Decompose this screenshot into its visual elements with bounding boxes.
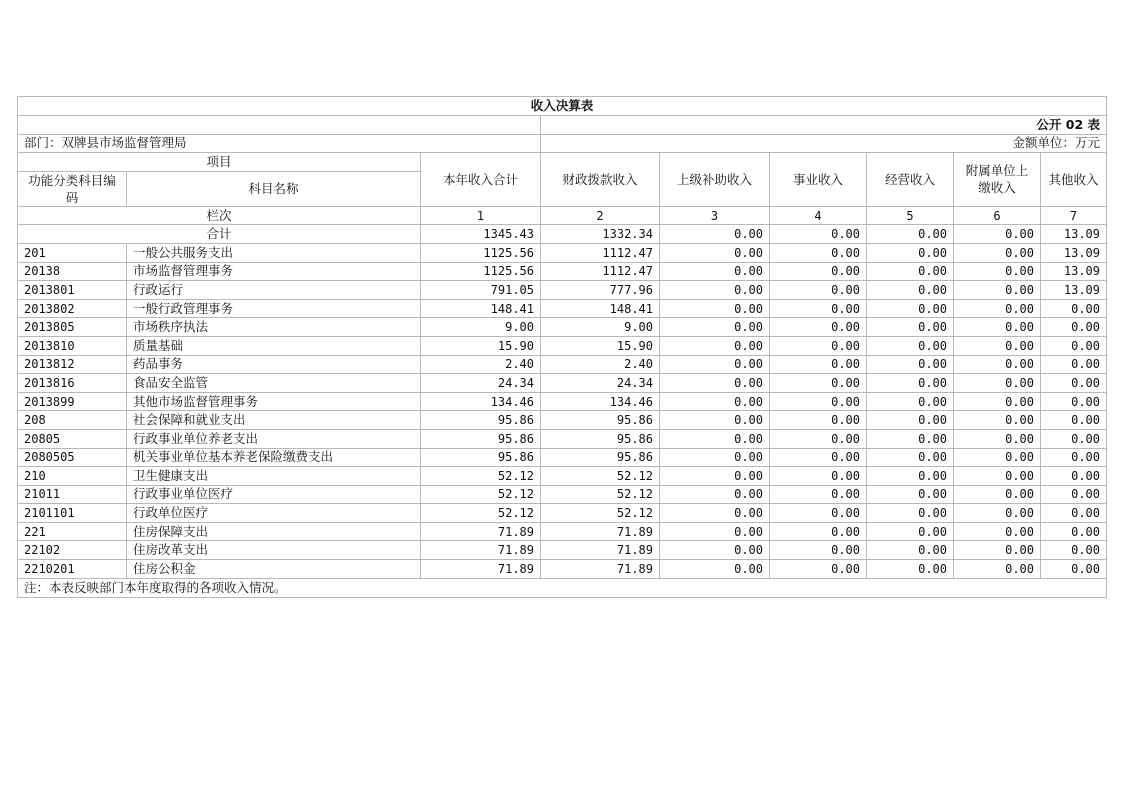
table-row [18, 355, 1107, 374]
row-value-cell: 0.00 [1041, 522, 1107, 541]
table-row [18, 522, 1107, 541]
row-value-cell: 0.00 [770, 448, 867, 467]
row-value-cell: 0.00 [954, 411, 1041, 430]
total-value-cell: 0.00 [660, 225, 770, 244]
row-value-cell: 2.40 [421, 355, 541, 374]
row-value-cell: 0.00 [954, 504, 1041, 523]
row-value-cell: 0.00 [660, 560, 770, 579]
row-value-cell: 95.86 [421, 448, 541, 467]
row-value-cell: 0.00 [660, 374, 770, 393]
table-row [18, 281, 1107, 300]
row-value-cell: 24.34 [541, 374, 660, 393]
row-code: 22102 [18, 541, 127, 560]
row-value-cell: 0.00 [770, 522, 867, 541]
row-value-cell: 0.00 [867, 374, 954, 393]
table-note: 注：本表反映部门本年度取得的各项收入情况。 [18, 578, 1107, 597]
row-code: 208 [18, 411, 127, 430]
row-value-cell: 71.89 [421, 522, 541, 541]
row-value-cell: 9.00 [541, 318, 660, 337]
row-value-cell: 0.00 [770, 299, 867, 318]
header-affiliate: 附属单位上缴收入 [954, 153, 1041, 207]
row-code: 2013801 [18, 281, 127, 300]
row-value-cell: 0.00 [954, 374, 1041, 393]
table-row [18, 336, 1107, 355]
table-row [18, 541, 1107, 560]
row-value-cell: 0.00 [1041, 355, 1107, 374]
row-value-cell: 0.00 [954, 522, 1041, 541]
row-value-cell: 9.00 [421, 318, 541, 337]
row-value-cell: 0.00 [867, 522, 954, 541]
total-value-cell: 1345.43 [421, 225, 541, 244]
row-code: 210 [18, 467, 127, 486]
row-value-cell: 0.00 [770, 560, 867, 579]
row-value-cell: 0.00 [660, 485, 770, 504]
row-value-cell: 777.96 [541, 281, 660, 300]
row-value-cell: 71.89 [541, 522, 660, 541]
row-value-cell: 1125.56 [421, 243, 541, 262]
row-value-cell: 0.00 [660, 448, 770, 467]
row-value-cell: 0.00 [660, 504, 770, 523]
row-value-cell: 0.00 [660, 262, 770, 281]
table-row [18, 504, 1107, 523]
header-business: 事业收入 [770, 153, 867, 207]
row-value-cell: 71.89 [541, 541, 660, 560]
row-value-cell: 0.00 [954, 243, 1041, 262]
header-code: 功能分类科目编码 [18, 171, 127, 206]
row-value-cell: 0.00 [867, 355, 954, 374]
column-index-cell: 1 [421, 206, 541, 225]
row-value-cell: 0.00 [867, 429, 954, 448]
row-value-cell: 0.00 [660, 522, 770, 541]
row-value-cell: 0.00 [770, 411, 867, 430]
table-row [18, 467, 1107, 486]
row-name: 住房改革支出 [127, 541, 421, 560]
row-value-cell: 52.12 [421, 485, 541, 504]
row-value-cell: 95.86 [541, 429, 660, 448]
row-value-cell: 52.12 [541, 467, 660, 486]
row-name: 住房公积金 [127, 560, 421, 579]
row-value-cell: 0.00 [954, 560, 1041, 579]
total-value-cell: 0.00 [954, 225, 1041, 244]
row-value-cell: 95.86 [541, 411, 660, 430]
table-row [18, 262, 1107, 281]
header-item-group: 项目 [18, 153, 421, 172]
row-value-cell: 0.00 [660, 299, 770, 318]
table-row [18, 299, 1107, 318]
row-value-cell: 0.00 [1041, 448, 1107, 467]
table-row [18, 392, 1107, 411]
row-value-cell: 0.00 [660, 281, 770, 300]
row-value-cell: 95.86 [421, 411, 541, 430]
row-value-cell: 0.00 [770, 243, 867, 262]
table-code: 公开 02 表 [541, 116, 1107, 135]
row-value-cell: 52.12 [421, 467, 541, 486]
column-index-label: 栏次 [18, 206, 421, 225]
row-value-cell: 13.09 [1041, 281, 1107, 300]
row-value-cell: 15.90 [541, 336, 660, 355]
row-value-cell: 0.00 [867, 485, 954, 504]
row-code: 2013899 [18, 392, 127, 411]
row-value-cell: 0.00 [954, 336, 1041, 355]
row-name: 其他市场监督管理事务 [127, 392, 421, 411]
total-row [18, 225, 1107, 244]
department-label: 部门：双牌县市场监督管理局 [18, 134, 541, 153]
row-value-cell: 0.00 [867, 336, 954, 355]
row-value-cell: 0.00 [867, 299, 954, 318]
row-value-cell: 0.00 [660, 243, 770, 262]
row-value-cell: 0.00 [1041, 318, 1107, 337]
header-superior-subsidy: 上级补助收入 [660, 153, 770, 207]
row-value-cell: 0.00 [867, 541, 954, 560]
row-value-cell: 0.00 [867, 318, 954, 337]
table-row [18, 318, 1107, 337]
row-value-cell: 0.00 [1041, 504, 1107, 523]
row-value-cell: 0.00 [1041, 392, 1107, 411]
row-value-cell: 0.00 [867, 504, 954, 523]
row-code: 221 [18, 522, 127, 541]
column-index-row [18, 206, 1107, 225]
row-value-cell: 24.34 [421, 374, 541, 393]
row-value-cell: 0.00 [954, 281, 1041, 300]
column-index-cell: 2 [541, 206, 660, 225]
row-value-cell: 13.09 [1041, 262, 1107, 281]
row-code: 2013812 [18, 355, 127, 374]
header-operating: 经营收入 [867, 153, 954, 207]
row-value-cell: 0.00 [867, 281, 954, 300]
row-code: 21011 [18, 485, 127, 504]
row-name: 行政运行 [127, 281, 421, 300]
row-value-cell: 0.00 [660, 467, 770, 486]
row-value-cell: 0.00 [770, 281, 867, 300]
row-name: 一般行政管理事务 [127, 299, 421, 318]
income-statement-table [17, 96, 1107, 598]
table-row [18, 429, 1107, 448]
income-statement-sheet [17, 96, 1106, 598]
row-code: 2210201 [18, 560, 127, 579]
table-row [18, 411, 1107, 430]
row-name: 市场秩序执法 [127, 318, 421, 337]
row-value-cell: 0.00 [867, 262, 954, 281]
row-value-cell: 0.00 [660, 318, 770, 337]
total-value-cell: 0.00 [867, 225, 954, 244]
row-value-cell: 0.00 [954, 355, 1041, 374]
row-name: 住房保障支出 [127, 522, 421, 541]
column-index-cell: 5 [867, 206, 954, 225]
row-value-cell: 0.00 [660, 411, 770, 430]
table-title: 收入决算表 [18, 97, 1107, 116]
row-value-cell: 0.00 [867, 560, 954, 579]
row-value-cell: 0.00 [770, 355, 867, 374]
row-name: 市场监督管理事务 [127, 262, 421, 281]
row-code: 2013802 [18, 299, 127, 318]
row-value-cell: 52.12 [421, 504, 541, 523]
row-value-cell: 0.00 [954, 318, 1041, 337]
row-code: 2013805 [18, 318, 127, 337]
row-name: 行政事业单位医疗 [127, 485, 421, 504]
column-index-cell: 7 [1041, 206, 1107, 225]
row-value-cell: 95.86 [421, 429, 541, 448]
row-name: 质量基础 [127, 336, 421, 355]
row-value-cell: 0.00 [1041, 485, 1107, 504]
row-value-cell: 0.00 [1041, 541, 1107, 560]
row-value-cell: 0.00 [867, 467, 954, 486]
row-value-cell: 0.00 [660, 429, 770, 448]
column-index-cell: 6 [954, 206, 1041, 225]
row-name: 卫生健康支出 [127, 467, 421, 486]
table-row [18, 485, 1107, 504]
column-index-cell: 4 [770, 206, 867, 225]
row-value-cell: 0.00 [1041, 374, 1107, 393]
row-value-cell: 134.46 [541, 392, 660, 411]
table-row [18, 448, 1107, 467]
row-code: 2080505 [18, 448, 127, 467]
row-value-cell: 71.89 [421, 541, 541, 560]
row-name: 社会保障和就业支出 [127, 411, 421, 430]
row-value-cell: 0.00 [660, 392, 770, 411]
header-other: 其他收入 [1041, 153, 1107, 207]
row-value-cell: 1112.47 [541, 243, 660, 262]
row-code: 20805 [18, 429, 127, 448]
row-value-cell: 0.00 [1041, 560, 1107, 579]
row-value-cell: 0.00 [770, 318, 867, 337]
row-value-cell: 95.86 [541, 448, 660, 467]
row-value-cell: 0.00 [1041, 429, 1107, 448]
row-value-cell: 0.00 [770, 504, 867, 523]
row-value-cell: 13.09 [1041, 243, 1107, 262]
row-value-cell: 0.00 [867, 392, 954, 411]
row-value-cell: 0.00 [770, 262, 867, 281]
row-value-cell: 0.00 [954, 392, 1041, 411]
row-value-cell: 52.12 [541, 485, 660, 504]
row-value-cell: 15.90 [421, 336, 541, 355]
total-value-cell: 1332.34 [541, 225, 660, 244]
row-value-cell: 1112.47 [541, 262, 660, 281]
row-value-cell: 0.00 [954, 429, 1041, 448]
row-value-cell: 0.00 [770, 374, 867, 393]
row-value-cell: 2.40 [541, 355, 660, 374]
row-code: 20138 [18, 262, 127, 281]
row-value-cell: 0.00 [954, 467, 1041, 486]
row-value-cell: 0.00 [867, 448, 954, 467]
row-value-cell: 791.05 [421, 281, 541, 300]
row-code: 2013810 [18, 336, 127, 355]
row-value-cell: 71.89 [421, 560, 541, 579]
column-index-cell: 3 [660, 206, 770, 225]
row-name: 一般公共服务支出 [127, 243, 421, 262]
total-value-cell: 13.09 [1041, 225, 1107, 244]
row-value-cell: 0.00 [770, 541, 867, 560]
row-value-cell: 0.00 [660, 541, 770, 560]
unit-label: 金额单位：万元 [541, 134, 1107, 153]
row-name: 食品安全监管 [127, 374, 421, 393]
row-value-cell: 0.00 [1041, 336, 1107, 355]
row-value-cell: 134.46 [421, 392, 541, 411]
row-value-cell: 0.00 [954, 485, 1041, 504]
table-row [18, 243, 1107, 262]
row-value-cell: 0.00 [1041, 411, 1107, 430]
row-code: 201 [18, 243, 127, 262]
row-value-cell: 148.41 [541, 299, 660, 318]
table-row [18, 560, 1107, 579]
row-code: 2013816 [18, 374, 127, 393]
row-value-cell: 148.41 [421, 299, 541, 318]
row-value-cell: 0.00 [770, 485, 867, 504]
header-total-income: 本年收入合计 [421, 153, 541, 207]
table-row [18, 374, 1107, 393]
note-row [18, 578, 1107, 597]
total-label: 合计 [18, 225, 421, 244]
row-value-cell: 0.00 [770, 336, 867, 355]
row-code: 2101101 [18, 504, 127, 523]
row-value-cell: 0.00 [954, 262, 1041, 281]
row-name: 行政事业单位养老支出 [127, 429, 421, 448]
row-value-cell: 0.00 [954, 299, 1041, 318]
row-value-cell: 0.00 [660, 336, 770, 355]
row-value-cell: 0.00 [867, 411, 954, 430]
header-name: 科目名称 [127, 171, 421, 206]
row-value-cell: 0.00 [660, 355, 770, 374]
row-value-cell: 52.12 [541, 504, 660, 523]
row-value-cell: 71.89 [541, 560, 660, 579]
row-name: 行政单位医疗 [127, 504, 421, 523]
row-value-cell: 0.00 [1041, 467, 1107, 486]
row-value-cell: 0.00 [954, 448, 1041, 467]
header-fiscal: 财政拨款收入 [541, 153, 660, 207]
row-value-cell: 0.00 [770, 392, 867, 411]
row-value-cell: 0.00 [954, 541, 1041, 560]
row-name: 药品事务 [127, 355, 421, 374]
row-value-cell: 0.00 [867, 243, 954, 262]
row-value-cell: 0.00 [1041, 299, 1107, 318]
row-name: 机关事业单位基本养老保险缴费支出 [127, 448, 421, 467]
total-value-cell: 0.00 [770, 225, 867, 244]
row-value-cell: 0.00 [770, 429, 867, 448]
row-value-cell: 0.00 [770, 467, 867, 486]
row-value-cell: 1125.56 [421, 262, 541, 281]
